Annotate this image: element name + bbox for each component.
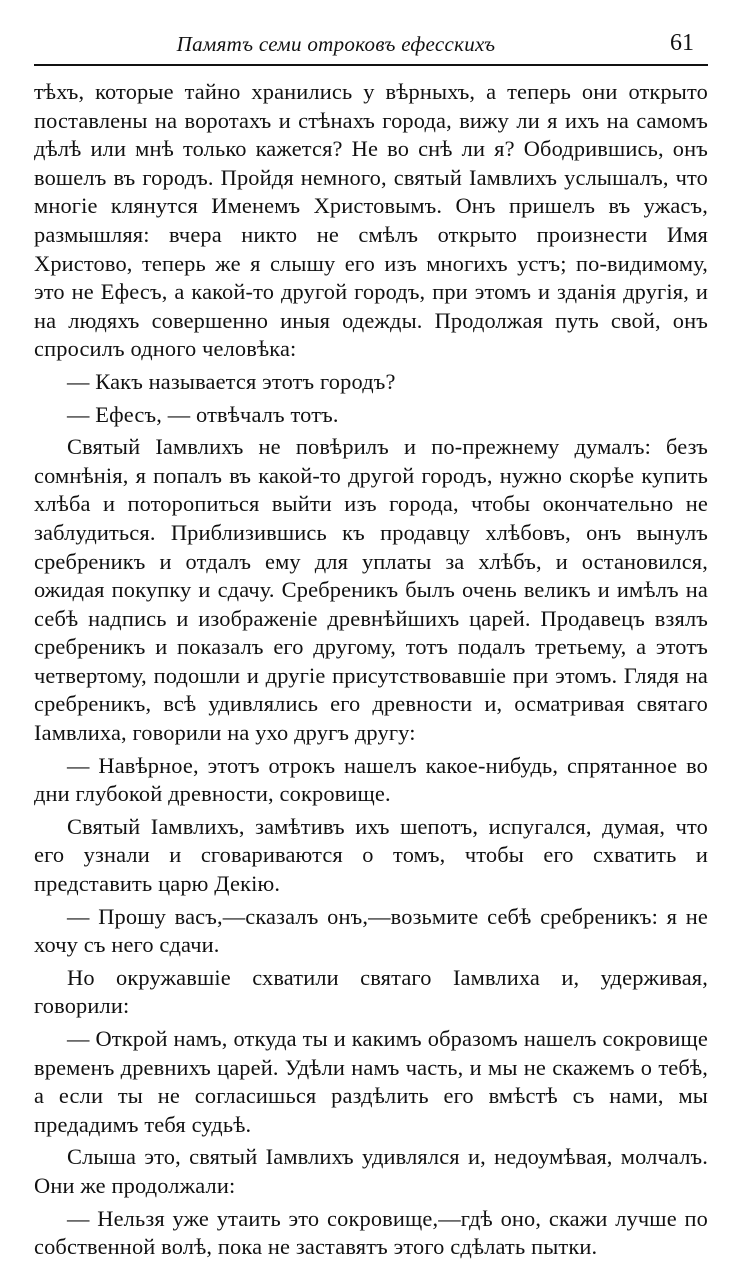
page-number: 61 — [670, 30, 694, 56]
book-page — [34, 30, 708, 1262]
paragraph-whisper: Святый Іамвлихъ, замѣтивъ ихъ шепотъ, испугался, думая, что его узнали и сговариваются о томъ, чтобы его схватить и представить царю Декію. — [34, 813, 708, 897]
dialogue-answer: — Ефесъ, — отвѣчалъ тотъ. — [67, 401, 339, 427]
dialogue-question: — Какъ называется этотъ городъ? — [67, 368, 396, 394]
dialogue-treasure: — Навѣрное, этотъ отрокъ нашелъ какое-нибудь, спрятанное во дни глубокой древности, сокровище. — [34, 752, 708, 807]
paragraph-seized: Но окружавшіе схватили святаго Іамвлиха и, удерживая, говорили: — [34, 964, 708, 1019]
paragraph-silence: Слыша это, святый Іамвлихъ удивлялся и, недоумѣвая, молчалъ. Они же продолжали: — [34, 1144, 708, 1198]
paragraph-coin: Святый Іамвлихъ не повѣрилъ и по-прежнему думалъ: безъ сомнѣнія, я попалъ въ какой-то другой городъ, нужно скорѣе купить хлѣба и поторопиться выйти изъ города, чтобы окончательно не заблудиться. Приблизившись къ продавцу хлѣбовъ, онъ вынулъ сребреникъ и отдалъ ему для уплаты за хлѣбъ, и остановился, ожидая покупку и сдачу. Сребреникъ былъ очень великъ и имѣлъ на себѣ надпись и изображеніе древнѣйшихъ царей. Продавецъ взялъ сребреникъ и показалъ его другому, тотъ подалъ третьему, а этотъ четвертому, подошли и другіе присутствовавшіе при этомъ. Глядя на сребреникъ, всѣ удивлялись его древности и, осматривая святаго Іамвлиха, говорили на ухо другъ другу: — [34, 434, 708, 746]
body-text — [34, 78, 708, 1262]
dialogue-torture: — Нельзя уже утаить это сокровище,—гдѣ оно, скажи лучше по собственной волѣ, пока не заставятъ этого сдѣлать пытки. — [34, 1205, 708, 1260]
running-title: Памятъ семи отроковъ ефесскихъ — [176, 32, 496, 56]
dialogue-open-up: — Открой намъ, откуда ты и какимъ образомъ нашелъ сокровище временъ древнихъ царей. Удѣли намъ часть, и мы не скажемъ о тебѣ, а если ты не согласишься раздѣлить его вмѣстѣ съ нами, мы предадимъ тебя судьѣ. — [34, 1026, 708, 1137]
dialogue-no-change: — Прошу васъ,—сказалъ онъ,—возьмите себѣ сребреникъ: я не хочу съ него сдачи. — [34, 903, 708, 958]
running-header — [34, 30, 708, 66]
paragraph-continuation: тѣхъ, которые тайно хранились у вѣрныхъ, а теперь они открыто поставлены на воротахъ и стѣнахъ города, вижу ли я ихъ на самомъ дѣлѣ или мнѣ только кажется? Не во снѣ ли я? Ободрившись, онъ вошелъ въ городъ. Пройдя немного, святый Іамвлихъ услышалъ, что многіе клянутся Именемъ Христовымъ. Онъ пришелъ въ ужасъ, размышляя: вчера никто не смѣлъ открыто произнести Имя Христово, теперь же я слышу его изъ многихъ устъ; по-видимому, это не Ефесъ, а какой-то другой городъ, при этомъ и зданія другія, и на людяхъ совершенно иныя одежды. Продолжая путь свой, онъ спросилъ одного человѣка: — [34, 79, 708, 362]
